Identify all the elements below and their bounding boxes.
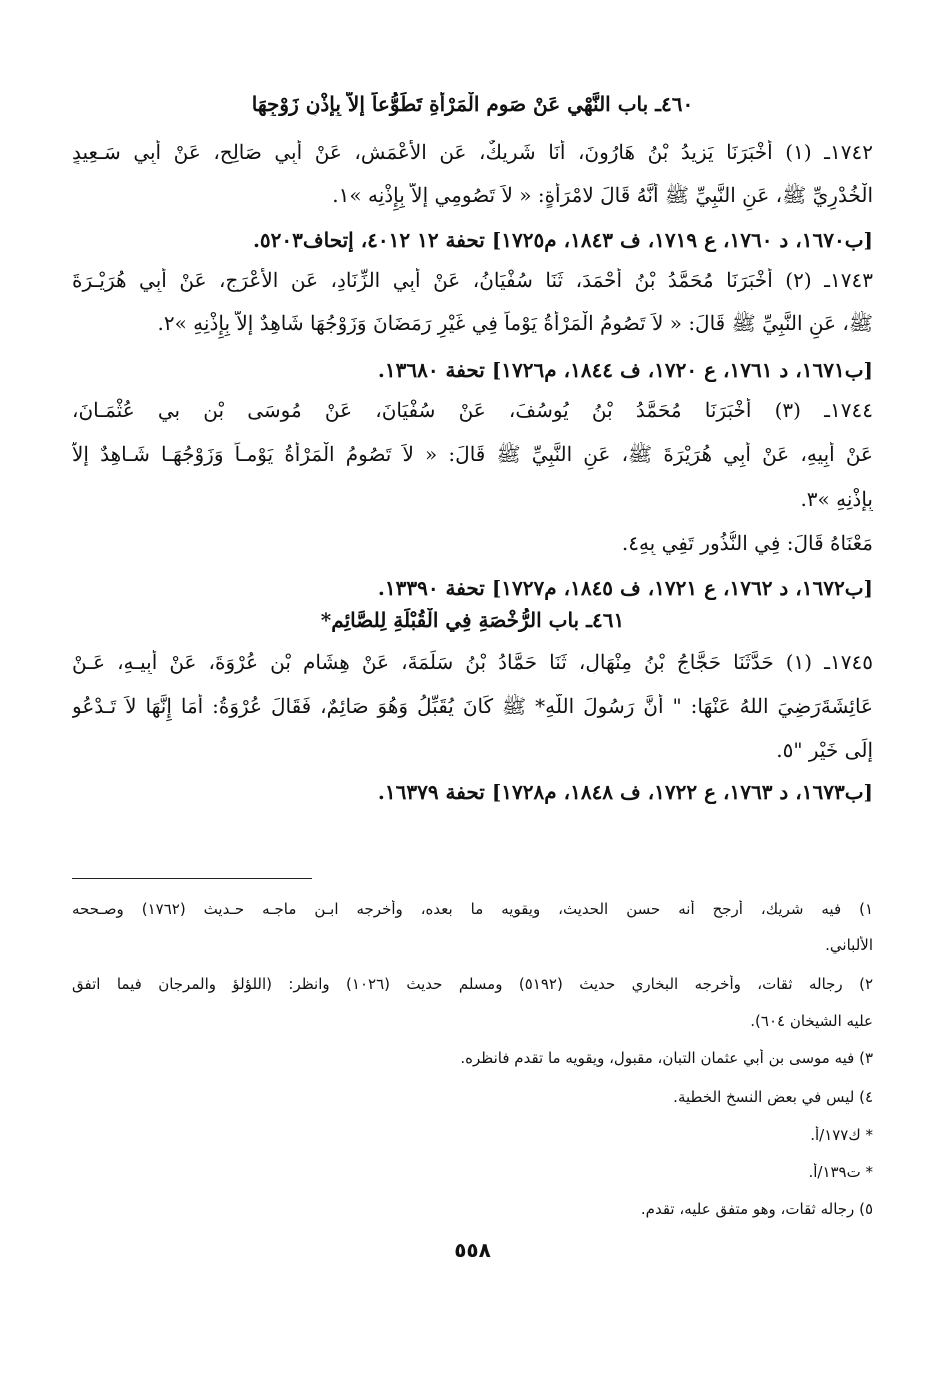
chapter-heading-461: ٤٦١ـ باب الرُّخْصَةِ فِي الْقُبْلَةِ لِلصَّائِم*	[320, 608, 625, 632]
reference-1745: [ب١٦٧٣، د ١٧٦٣، ع ١٧٢٢، ف ١٨٤٨، م١٧٢٨] تحفة ١٦٣٧٩.	[377, 780, 873, 804]
hadith-1742-line-1: ١٧٤٢ـ (١) أَخْبَرَنَا يَزِيدُ بْنُ هَارُونَ، أَنَا شَرِيكٌ، عَنِ الأَعْمَشِ، عَنْ أَبِي صَالِحٍ، عَنْ أَبِي سَـعِيدٍ	[72, 140, 873, 164]
footnote-2-line-2: عليه الشيخان ٦٠٤).	[750, 1012, 873, 1030]
hadith-1745-line-3: إِلَى خَيْرٍ "٥.	[776, 738, 873, 762]
footnote-5: ٥) رجاله ثقات، وهو متفق عليه، تقدم.	[640, 1200, 873, 1218]
reference-1744: [ب١٦٧٢، د ١٧٦٢، ع ١٧٢١، ف ١٨٤٥، م١٧٢٧] تحفة ١٣٣٩٠.	[377, 576, 873, 600]
footnote-star-2: * ت١٣٩/أ.	[808, 1163, 873, 1181]
footnote-1-line-2: الألباني.	[825, 936, 873, 954]
hadith-1744-line-1: ١٧٤٤ـ (٣) أَخْبَرَنَا مُحَمَّدُ بْنُ يُوسُفَ، عَنْ سُفْيَانَ، عَنْ مُوسَى بْنِ بي عُثْمَـانَ،	[72, 398, 873, 422]
hadith-1744-line-2: عَنْ أَبِيهِ، عَنْ أَبِي هُرَيْرَةَ ﷺ، عَنِ النَّبِيِّ ﷺ قَالَ: « لاَ تَصُومُ الْمَرْأَةُ يَوْمـاً وَزَوْجُهَـا شَـاهِدٌ إلاَّ	[72, 442, 873, 466]
footnote-4: ٤) ليس في بعض النسخ الخطية.	[673, 1088, 873, 1106]
hadith-1745-line-1: ١٧٤٥ـ (١) حَدَّثَنَا حَجَّاجُ بْنُ مِنْهَالٍ، ثَنَا حَمَّادُ بْنُ سَلَمَةَ، عَنْ هِشَامِ بْنِ عُرْوَةَ، عَنْ أَبِيـهِ، عَـنْ	[72, 650, 873, 674]
reference-1742: [ب١٦٧٠، د ١٧٦٠، ع ١٧١٩، ف ١٨٤٣، م١٧٢٥] تحفة ١٢ ٤٠١٢، إتحاف٥٢٠٣.	[252, 228, 873, 252]
hadith-1744-line-4: مَعْنَاهُ قَالَ: فِي النُّذُورِ تَفِي بِهِ٤.	[621, 531, 873, 555]
footnote-1-line-1: ١) فيه شريك، أرجح أنه حسن الحديث، ويقويه ما بعده، وأخرجه ابـن ماجـه حـديث (١٧٦٢) وصـححه	[72, 900, 873, 918]
footnote-2-line-1: ٢) رجاله ثقات، وأخرجه البخاري حديث (٥١٩٢) ومسلم حديث (١٠٢٦) وانظر: (اللؤلؤ والمرجان فيما اتفق	[72, 975, 873, 993]
footnote-3: ٣) فيه موسى بن أبي عثمان التبان، مقبول، ويقويه ما تقدم فانظره.	[460, 1049, 873, 1067]
hadith-1743-line-1: ١٧٤٣ـ (٢) أَخْبَرَنَا مُحَمَّدُ بْنُ أَحْمَدَ، ثَنَا سُفْيَانُ، عَنْ أَبِي الزِّنَادِ، عَنِ الأَعْرَجِ، عَنْ أَبِي هُرَيْـرَةَ	[72, 268, 873, 292]
chapter-heading-460: ٤٦٠ـ باب النَّهْيِ عَنْ صَوم الْمَرْأَةِ تَطَوُّعاً إلاَّ بِإِذْنِ زَوْجِهَا	[251, 92, 694, 116]
hadith-1745-line-2: عَائِشَةَرَضِيَ اللهُ عَنْهَا: " أَنَّ رَسُولَ اللَّهِ* ﷺ كَانَ يُقَبِّلُ وَهُوَ صَائِمٌ، فَقَالَ عُرْوَةُ: أَمَا إِنَّهَا لاَ تَـدْعُو	[72, 694, 873, 718]
page-number: ٥٥٨	[454, 1238, 491, 1262]
hadith-1744-line-3: بِإِذْنِهِ »٣.	[800, 487, 873, 511]
footnote-star-1: * ك١٧٧/أ.	[810, 1126, 873, 1144]
hadith-1743-line-2: ﷺ، عَنِ النَّبِيِّ ﷺ قَالَ: « لاَ تَصُومُ الْمَرْأَةُ يَوْماً فِي غَيْرِ رَمَضَانَ وَزَوْجُهَا شَاهِدٌ إلاَّ بِإِذْنِهِ »٢.	[157, 311, 873, 335]
hadith-1742-line-2: الْخُدْرِيِّ ﷺ، عَنِ النَّبِيِّ ﷺ أَنَّهُ قَالَ لامْرَأَةٍ: « لاَ تَصُومِي إلاَّ بِإِذْنِه »١.	[332, 183, 873, 207]
footnote-separator	[72, 878, 312, 879]
reference-1743: [ب١٦٧١، د ١٧٦١، ع ١٧٢٠، ف ١٨٤٤، م١٧٢٦] تحفة ١٣٦٨٠.	[377, 358, 873, 382]
